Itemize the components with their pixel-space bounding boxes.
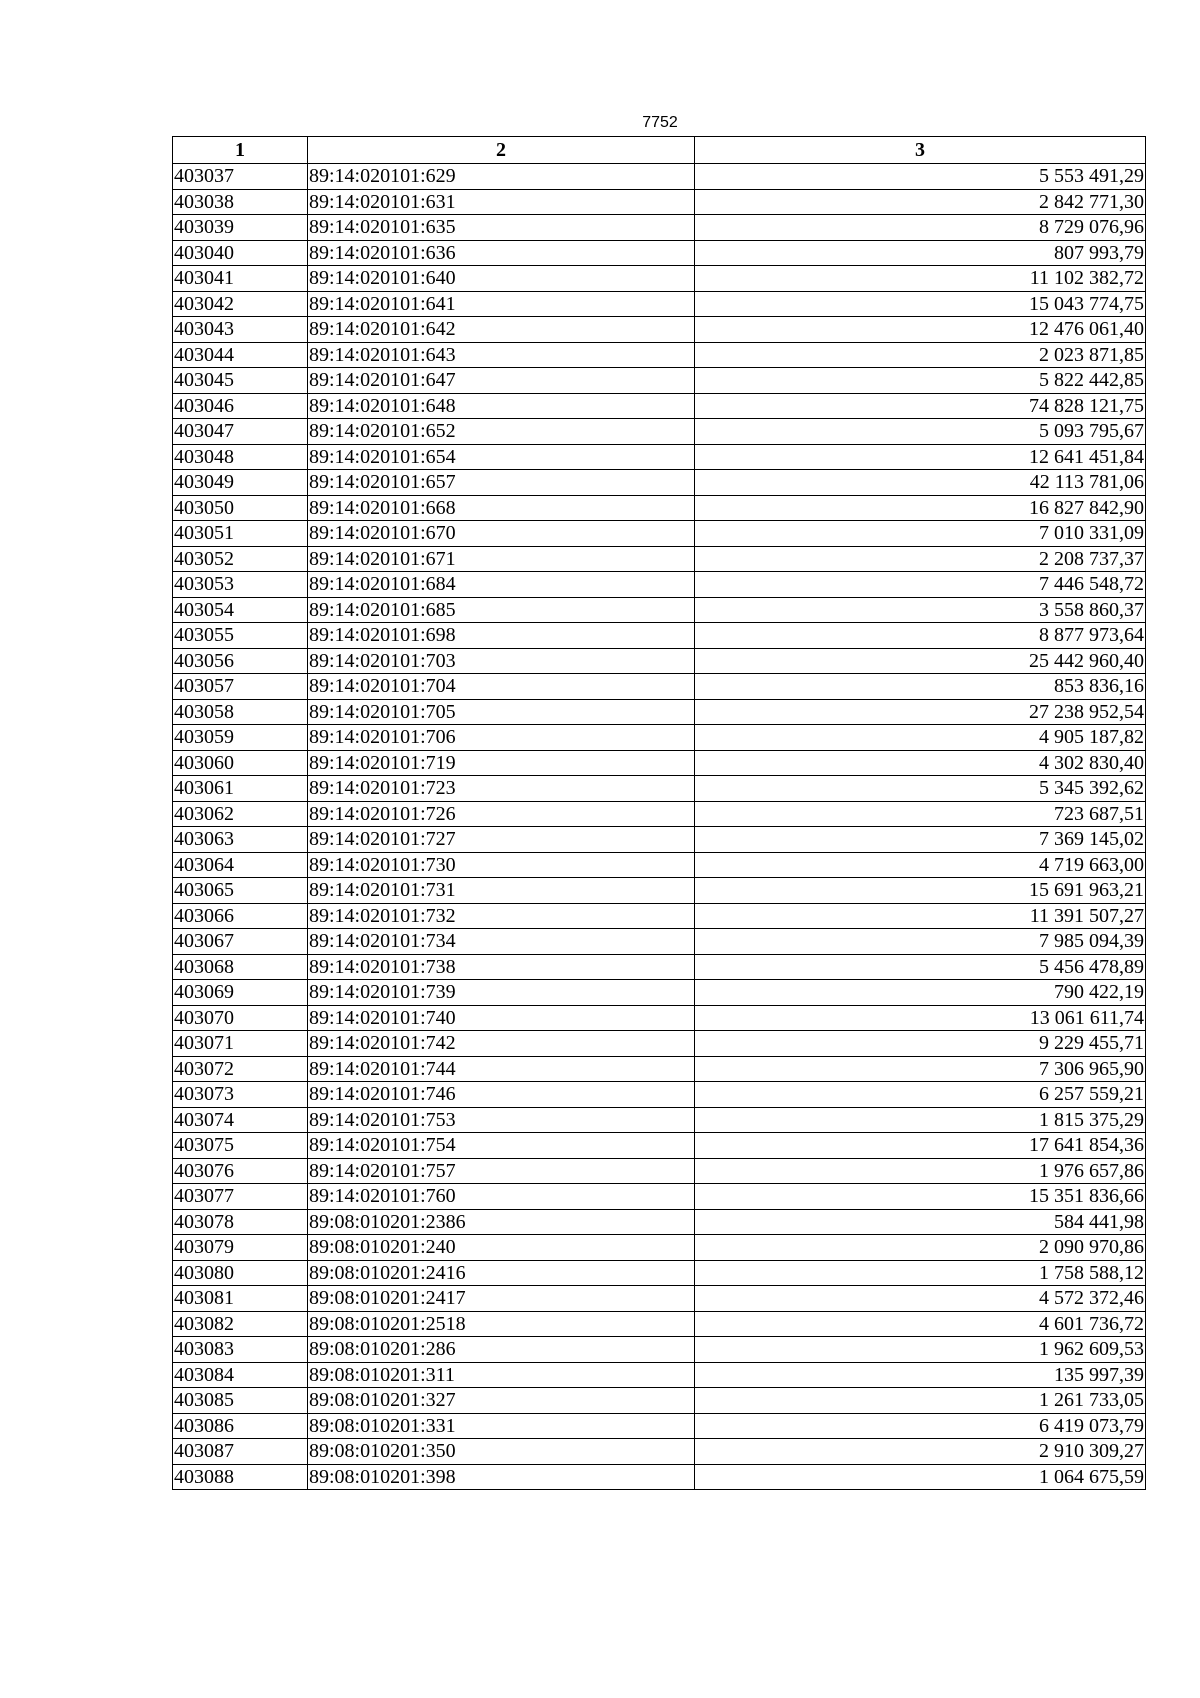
cadastral-number-cell: 89:14:020101:730 (308, 852, 695, 878)
cadastral-number-cell: 89:14:020101:757 (308, 1158, 695, 1184)
row-number-cell: 403039 (173, 215, 308, 241)
row-number-cell: 403047 (173, 419, 308, 445)
row-number-cell: 403058 (173, 699, 308, 725)
cadastral-number-cell: 89:14:020101:740 (308, 1005, 695, 1031)
value-cell: 7 306 965,90 (695, 1056, 1146, 1082)
row-number-cell: 403046 (173, 393, 308, 419)
table-row (173, 1209, 1146, 1235)
table-row (173, 954, 1146, 980)
row-number-cell: 403075 (173, 1133, 308, 1159)
cadastral-number-cell: 89:08:010201:311 (308, 1362, 695, 1388)
table-row (173, 1235, 1146, 1261)
header-row (173, 137, 1146, 164)
cadastral-number-cell: 89:08:010201:327 (308, 1388, 695, 1414)
table-row (173, 623, 1146, 649)
cadastral-number-cell: 89:14:020101:754 (308, 1133, 695, 1159)
value-cell: 1 815 375,29 (695, 1107, 1146, 1133)
value-cell: 6 257 559,21 (695, 1082, 1146, 1108)
table-row (173, 572, 1146, 598)
cadastral-number-cell: 89:14:020101:657 (308, 470, 695, 496)
row-number-cell: 403063 (173, 827, 308, 853)
table-row (173, 317, 1146, 343)
row-number-cell: 403077 (173, 1184, 308, 1210)
table-row (173, 903, 1146, 929)
row-number-cell: 403051 (173, 521, 308, 547)
row-number-cell: 403087 (173, 1439, 308, 1465)
value-cell: 5 822 442,85 (695, 368, 1146, 394)
value-cell: 15 043 774,75 (695, 291, 1146, 317)
cadastral-number-cell: 89:08:010201:398 (308, 1464, 695, 1490)
column-header-2: 2 (308, 137, 695, 164)
value-cell: 1 962 609,53 (695, 1337, 1146, 1363)
value-cell: 5 345 392,62 (695, 776, 1146, 802)
table-row (173, 368, 1146, 394)
table-row (173, 419, 1146, 445)
column-header-1: 1 (173, 137, 308, 164)
table-row (173, 1362, 1146, 1388)
cadastral-number-cell: 89:14:020101:640 (308, 266, 695, 292)
value-cell: 5 093 795,67 (695, 419, 1146, 445)
cadastral-number-cell: 89:14:020101:719 (308, 750, 695, 776)
cadastral-number-cell: 89:14:020101:704 (308, 674, 695, 700)
row-number-cell: 403045 (173, 368, 308, 394)
cadastral-number-cell: 89:14:020101:732 (308, 903, 695, 929)
value-cell: 16 827 842,90 (695, 495, 1146, 521)
row-number-cell: 403048 (173, 444, 308, 470)
row-number-cell: 403057 (173, 674, 308, 700)
cadastral-number-cell: 89:08:010201:2416 (308, 1260, 695, 1286)
table-row (173, 495, 1146, 521)
row-number-cell: 403069 (173, 980, 308, 1006)
value-cell: 4 572 372,46 (695, 1286, 1146, 1312)
value-cell: 8 877 973,64 (695, 623, 1146, 649)
row-number-cell: 403073 (173, 1082, 308, 1108)
table-row (173, 725, 1146, 751)
cadastral-number-cell: 89:14:020101:652 (308, 419, 695, 445)
value-cell: 13 061 611,74 (695, 1005, 1146, 1031)
cadastral-number-cell: 89:08:010201:2417 (308, 1286, 695, 1312)
value-cell: 42 113 781,06 (695, 470, 1146, 496)
table-row (173, 1260, 1146, 1286)
value-cell: 4 719 663,00 (695, 852, 1146, 878)
cadastral-number-cell: 89:14:020101:760 (308, 1184, 695, 1210)
row-number-cell: 403055 (173, 623, 308, 649)
cadastral-number-cell: 89:14:020101:723 (308, 776, 695, 802)
cadastral-number-cell: 89:14:020101:685 (308, 597, 695, 623)
cadastral-number-cell: 89:14:020101:684 (308, 572, 695, 598)
row-number-cell: 403038 (173, 189, 308, 215)
value-cell: 27 238 952,54 (695, 699, 1146, 725)
value-cell: 17 641 854,36 (695, 1133, 1146, 1159)
table-row (173, 444, 1146, 470)
value-cell: 135 997,39 (695, 1362, 1146, 1388)
value-cell: 25 442 960,40 (695, 648, 1146, 674)
value-cell: 4 302 830,40 (695, 750, 1146, 776)
row-number-cell: 403085 (173, 1388, 308, 1414)
row-number-cell: 403078 (173, 1209, 308, 1235)
value-cell: 8 729 076,96 (695, 215, 1146, 241)
row-number-cell: 403070 (173, 1005, 308, 1031)
table-row (173, 878, 1146, 904)
cadastral-number-cell: 89:14:020101:738 (308, 954, 695, 980)
value-cell: 3 558 860,37 (695, 597, 1146, 623)
value-cell: 12 641 451,84 (695, 444, 1146, 470)
value-cell: 74 828 121,75 (695, 393, 1146, 419)
value-cell: 7 985 094,39 (695, 929, 1146, 955)
table-row (173, 470, 1146, 496)
cadastral-number-cell: 89:14:020101:744 (308, 1056, 695, 1082)
row-number-cell: 403071 (173, 1031, 308, 1057)
cadastral-number-cell: 89:08:010201:286 (308, 1337, 695, 1363)
cadastral-number-cell: 89:14:020101:648 (308, 393, 695, 419)
cadastral-number-cell: 89:14:020101:631 (308, 189, 695, 215)
table-row (173, 1082, 1146, 1108)
value-cell: 1 064 675,59 (695, 1464, 1146, 1490)
table-row (173, 1158, 1146, 1184)
cadastral-number-cell: 89:14:020101:705 (308, 699, 695, 725)
cadastral-number-cell: 89:14:020101:726 (308, 801, 695, 827)
cadastral-number-cell: 89:14:020101:742 (308, 1031, 695, 1057)
row-number-cell: 403037 (173, 164, 308, 190)
table-row (173, 1464, 1146, 1490)
value-cell: 2 842 771,30 (695, 189, 1146, 215)
value-cell: 4 601 736,72 (695, 1311, 1146, 1337)
value-cell: 2 023 871,85 (695, 342, 1146, 368)
row-number-cell: 403044 (173, 342, 308, 368)
row-number-cell: 403056 (173, 648, 308, 674)
cadastral-number-cell: 89:14:020101:671 (308, 546, 695, 572)
table-row (173, 827, 1146, 853)
cadastral-number-cell: 89:08:010201:331 (308, 1413, 695, 1439)
row-number-cell: 403084 (173, 1362, 308, 1388)
data-table (172, 136, 1146, 1490)
row-number-cell: 403040 (173, 240, 308, 266)
value-cell: 1 976 657,86 (695, 1158, 1146, 1184)
value-cell: 1 758 588,12 (695, 1260, 1146, 1286)
row-number-cell: 403072 (173, 1056, 308, 1082)
table-row (173, 1388, 1146, 1414)
table-row (173, 240, 1146, 266)
column-header-3: 3 (695, 137, 1146, 164)
row-number-cell: 403052 (173, 546, 308, 572)
table-row (173, 1056, 1146, 1082)
table-row (173, 1005, 1146, 1031)
cadastral-number-cell: 89:14:020101:739 (308, 980, 695, 1006)
table-row (173, 1031, 1146, 1057)
table-row (173, 980, 1146, 1006)
value-cell: 12 476 061,40 (695, 317, 1146, 343)
table-row (173, 1337, 1146, 1363)
value-cell: 5 456 478,89 (695, 954, 1146, 980)
table-row (173, 648, 1146, 674)
cadastral-number-cell: 89:14:020101:641 (308, 291, 695, 317)
cadastral-number-cell: 89:08:010201:240 (308, 1235, 695, 1261)
cadastral-number-cell: 89:14:020101:654 (308, 444, 695, 470)
table-row (173, 1133, 1146, 1159)
value-cell: 11 102 382,72 (695, 266, 1146, 292)
row-number-cell: 403041 (173, 266, 308, 292)
row-number-cell: 403065 (173, 878, 308, 904)
value-cell: 7 369 145,02 (695, 827, 1146, 853)
value-cell: 4 905 187,82 (695, 725, 1146, 751)
table-row (173, 393, 1146, 419)
row-number-cell: 403074 (173, 1107, 308, 1133)
row-number-cell: 403061 (173, 776, 308, 802)
table-row (173, 801, 1146, 827)
table-row (173, 342, 1146, 368)
row-number-cell: 403049 (173, 470, 308, 496)
table-row (173, 1286, 1146, 1312)
row-number-cell: 403079 (173, 1235, 308, 1261)
value-cell: 7 010 331,09 (695, 521, 1146, 547)
table-row (173, 699, 1146, 725)
row-number-cell: 403043 (173, 317, 308, 343)
table-row (173, 852, 1146, 878)
row-number-cell: 403059 (173, 725, 308, 751)
row-number-cell: 403064 (173, 852, 308, 878)
cadastral-number-cell: 89:08:010201:2518 (308, 1311, 695, 1337)
table-row (173, 597, 1146, 623)
row-number-cell: 403082 (173, 1311, 308, 1337)
cadastral-number-cell: 89:14:020101:647 (308, 368, 695, 394)
page-number: 7752 (642, 114, 678, 131)
value-cell: 2 090 970,86 (695, 1235, 1146, 1261)
value-cell: 1 261 733,05 (695, 1388, 1146, 1414)
value-cell: 9 229 455,71 (695, 1031, 1146, 1057)
table-row (173, 929, 1146, 955)
row-number-cell: 403081 (173, 1286, 308, 1312)
value-cell: 6 419 073,79 (695, 1413, 1146, 1439)
cadastral-number-cell: 89:14:020101:629 (308, 164, 695, 190)
table-row (173, 1184, 1146, 1210)
value-cell: 2 910 309,27 (695, 1439, 1146, 1465)
table-row (173, 1439, 1146, 1465)
row-number-cell: 403080 (173, 1260, 308, 1286)
table-row (173, 1107, 1146, 1133)
cadastral-number-cell: 89:08:010201:2386 (308, 1209, 695, 1235)
cadastral-number-cell: 89:14:020101:734 (308, 929, 695, 955)
cadastral-number-cell: 89:14:020101:731 (308, 878, 695, 904)
row-number-cell: 403068 (173, 954, 308, 980)
table-row (173, 776, 1146, 802)
cadastral-number-cell: 89:14:020101:670 (308, 521, 695, 547)
value-cell: 7 446 548,72 (695, 572, 1146, 598)
table-row (173, 215, 1146, 241)
cadastral-number-cell: 89:14:020101:753 (308, 1107, 695, 1133)
table-body (173, 164, 1146, 1490)
value-cell: 2 208 737,37 (695, 546, 1146, 572)
value-cell: 584 441,98 (695, 1209, 1146, 1235)
row-number-cell: 403060 (173, 750, 308, 776)
row-number-cell: 403076 (173, 1158, 308, 1184)
row-number-cell: 403053 (173, 572, 308, 598)
value-cell: 853 836,16 (695, 674, 1146, 700)
cadastral-number-cell: 89:14:020101:746 (308, 1082, 695, 1108)
row-number-cell: 403088 (173, 1464, 308, 1490)
table-header (173, 137, 1146, 164)
row-number-cell: 403066 (173, 903, 308, 929)
row-number-cell: 403067 (173, 929, 308, 955)
value-cell: 5 553 491,29 (695, 164, 1146, 190)
value-cell: 15 351 836,66 (695, 1184, 1146, 1210)
row-number-cell: 403086 (173, 1413, 308, 1439)
value-cell: 15 691 963,21 (695, 878, 1146, 904)
table-row (173, 750, 1146, 776)
row-number-cell: 403062 (173, 801, 308, 827)
row-number-cell: 403054 (173, 597, 308, 623)
table-row (173, 189, 1146, 215)
table-row (173, 164, 1146, 190)
table-row (173, 1413, 1146, 1439)
cadastral-number-cell: 89:08:010201:350 (308, 1439, 695, 1465)
row-number-cell: 403042 (173, 291, 308, 317)
value-cell: 11 391 507,27 (695, 903, 1146, 929)
table-row (173, 521, 1146, 547)
value-cell: 807 993,79 (695, 240, 1146, 266)
value-cell: 790 422,19 (695, 980, 1146, 1006)
cadastral-number-cell: 89:14:020101:643 (308, 342, 695, 368)
cadastral-number-cell: 89:14:020101:727 (308, 827, 695, 853)
table-row (173, 546, 1146, 572)
cadastral-number-cell: 89:14:020101:636 (308, 240, 695, 266)
cadastral-number-cell: 89:14:020101:706 (308, 725, 695, 751)
cadastral-number-cell: 89:14:020101:703 (308, 648, 695, 674)
cadastral-number-cell: 89:14:020101:698 (308, 623, 695, 649)
value-cell: 723 687,51 (695, 801, 1146, 827)
row-number-cell: 403083 (173, 1337, 308, 1363)
table-row (173, 266, 1146, 292)
cadastral-number-cell: 89:14:020101:635 (308, 215, 695, 241)
table-row (173, 674, 1146, 700)
table-row (173, 1311, 1146, 1337)
row-number-cell: 403050 (173, 495, 308, 521)
cadastral-number-cell: 89:14:020101:642 (308, 317, 695, 343)
table-row (173, 291, 1146, 317)
cadastral-number-cell: 89:14:020101:668 (308, 495, 695, 521)
